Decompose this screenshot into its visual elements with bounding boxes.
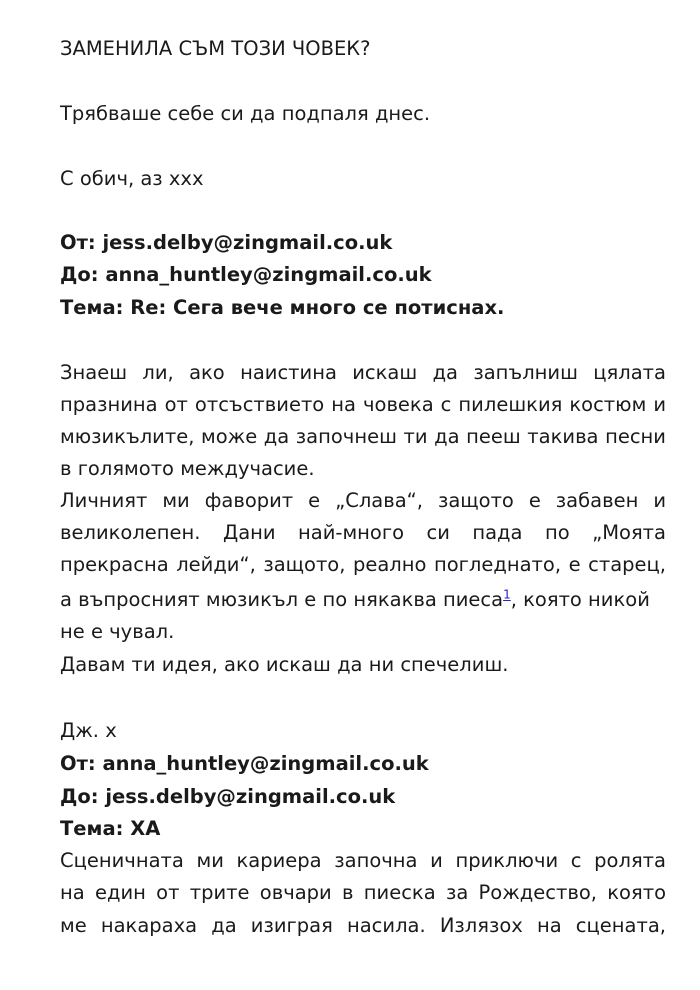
signature-line: С обич, аз ххх <box>60 167 204 190</box>
body-line: празнина от отсъствието на човека с пилешкия костюм и <box>60 393 666 416</box>
body-line: великолепен. Дани най-много си пада по „Моята <box>60 521 666 544</box>
email-from: От: jess.delby@zingmail.co.uk <box>60 231 393 254</box>
signature-line: Дж. х <box>60 719 117 742</box>
body-text: , която никой <box>510 588 650 611</box>
email-from: От: anna_huntley@zingmail.co.uk <box>60 752 429 775</box>
body-line: прекрасна лейди“, защото, реално погледнато, е старец, <box>60 553 666 576</box>
email-to: До: jess.delby@zingmail.co.uk <box>60 785 396 808</box>
body-line: ме накараха да изиграя насила. Излязох на сцената, <box>60 914 666 937</box>
email-subject: Тема: Re: Сега вече много се потиснах. <box>60 296 505 319</box>
body-text: а въпросният мюзикъл е по някаква пиеса <box>60 588 504 611</box>
email-subject: Тема: ХА <box>60 817 161 840</box>
body-line: Личният ми фаворит е „Слава“, защото е забавен и <box>60 489 666 512</box>
body-line: мюзикълите, може да започнеш ти да пееш такива песни <box>60 425 666 448</box>
body-line: Сценичната ми кариера започна и приключи с ролята <box>60 849 666 872</box>
closing-question: ЗАМЕНИЛА СЪМ ТОЗИ ЧОВЕК? <box>60 37 371 60</box>
email-to: До: anna_huntley@zingmail.co.uk <box>60 263 432 286</box>
body-line: на един от трите овчари в пиеска за Рождество, която <box>60 881 666 904</box>
footnote-link[interactable]: 1 <box>503 587 511 602</box>
body-line: Знаеш ли, ако наистина искаш да запълниш цялата <box>60 361 666 384</box>
body-line: Давам ти идея, ако искаш да ни спечелиш. <box>60 653 509 676</box>
body-line: не е чувал. <box>60 620 175 643</box>
body-line: в голямото междучасие. <box>60 457 315 480</box>
paragraph-line: Трябваше себе си да подпаля днес. <box>60 102 431 125</box>
body-line-with-footnote <box>60 588 650 612</box>
